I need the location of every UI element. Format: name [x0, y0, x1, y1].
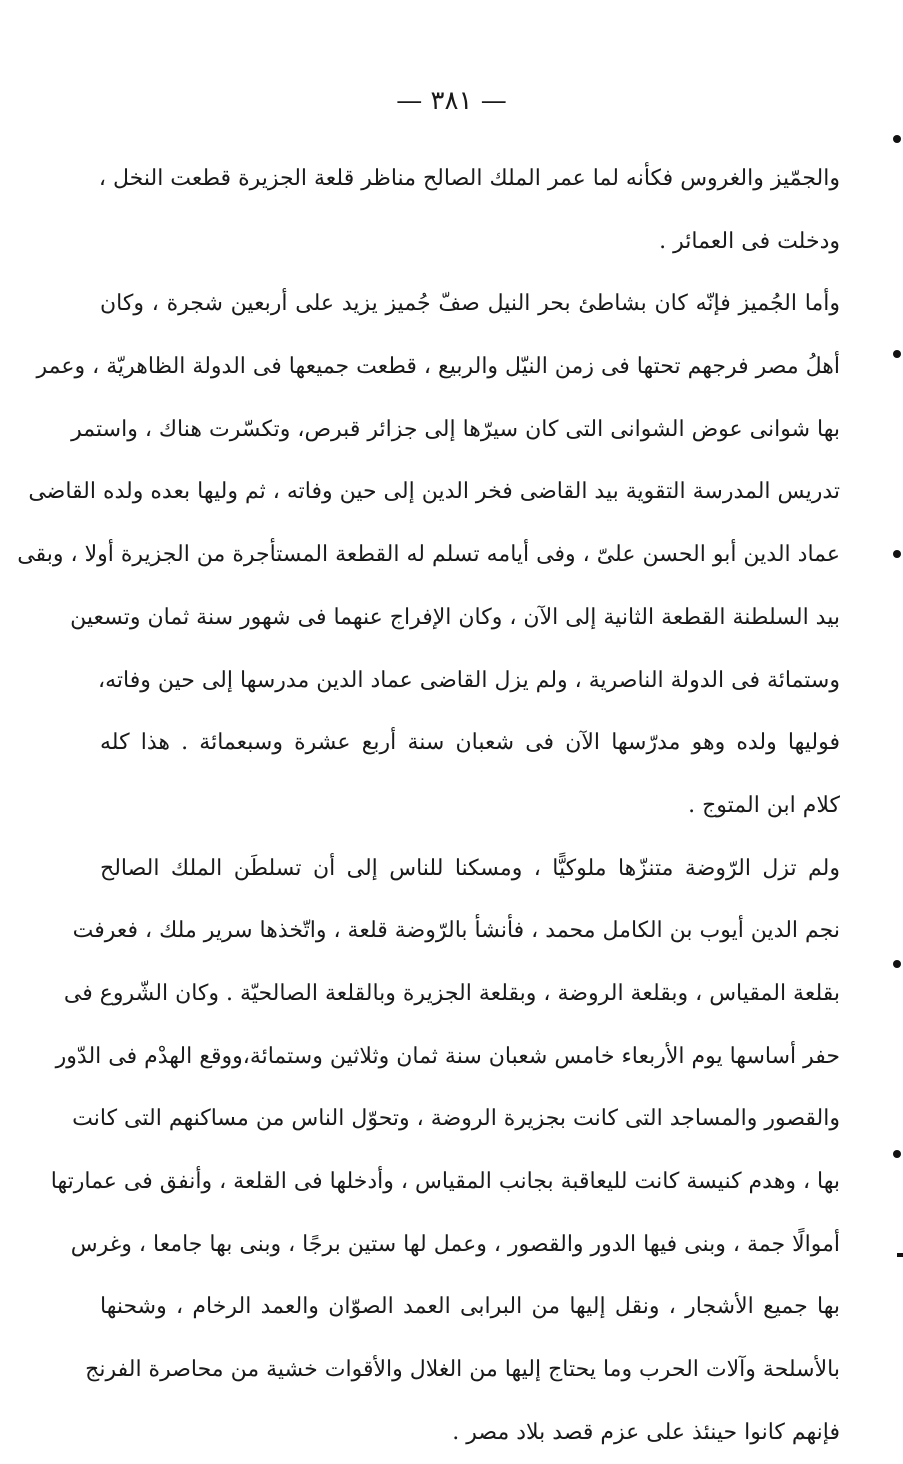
text-line: كلام ابن المتوج . [688, 792, 840, 818]
text-line: فإنهم كانوا حينئذ على عزم قصد بلاد مصر . [452, 1419, 840, 1445]
text-line: وأما الجُميز فإنّه كان بشاطئ بحر النيل صفّ جُميز يزيد على أربعين شجرة ، وكان [100, 291, 840, 317]
scan-dot-mark [893, 350, 901, 358]
text-body [17, 148, 840, 1464]
text-line: بها شوانى عوض الشوانى التى كان سيرّها إلى جزائر قبرص، وتكسّرت هناك ، واستمر [71, 416, 840, 442]
paragraph-2 [17, 273, 840, 837]
text-line: بها ، وهدم كنيسة كانت لليعاقبة بجانب المقياس ، وأدخلها فى القلعة ، وأنفق فى عمارتها [50, 1169, 840, 1194]
text-line: ولم تزل الرّوضة متنزّها ملوكيًّا ، ومسكنا للناس إلى أن تسلطَن الملك الصالح [100, 855, 840, 881]
text-line: بها جميع الأشجار ، ونقل إليها من البرابى العمد الصوّان والعمد الرخام ، وشحنها [100, 1294, 840, 1320]
paragraph-1 [100, 148, 840, 273]
text-line: بيد السلطنة القطعة الثانية إلى الآن ، وكان الإفراج عنهما فى شهور سنة ثمان وتسعين [70, 604, 840, 630]
text-line: عماد الدين أبو الحسن علىّ ، وفى أيامه تسلم له القطعة المستأجرة من الجزيرة أولا ، وبقى [17, 542, 840, 568]
scan-dot-mark [893, 960, 901, 968]
text-line: فوليها ولده وهو مدرّسها الآن فى شعبان سنة أربع عشرة وسبعمائة . هذا كله [100, 730, 840, 756]
text-line: وستمائة فى الدولة الناصرية ، ولم يزل القاضى عماد الدين مدرسها إلى حين وفاته، [98, 667, 840, 693]
page-number: — ٣٨١ — [396, 86, 507, 116]
text-line: نجم الدين أيوب بن الكامل محمد ، فأنشأ بالرّوضة قلعة ، واتّخذها سرير ملك ، فعرفت [72, 918, 840, 944]
text-line: أموالًا جمة ، وبنى فيها الدور والقصور ، وعمل لها ستين برجًا ، وبنى بها جامعا ، وغرس [70, 1231, 840, 1257]
scan-dot-mark [893, 1150, 901, 1158]
text-line: تدريس المدرسة التقوية بيد القاضى فخر الدين إلى حين وفاته ، ثم وليها بعده ولده القاضى [28, 479, 840, 505]
text-line: أهلُ مصر فرجهم تحتها فى زمن النيّل والربيع ، قطعت جميعها فى الدولة الظاهريّة ، وعمر [36, 354, 840, 380]
scan-dot-mark [893, 135, 901, 143]
text-line: والجمّيز والغروس فكأنه لما عمر الملك الصالح مناظر قلعة الجزيرة قطعت النخل ، [98, 166, 840, 191]
text-line: حفر أساسها يوم الأربعاء خامس شعبان سنة ثمان وثلاثين وستمائة،ووقع الهدْم فى الدّور [55, 1043, 840, 1069]
text-line: بالأسلحة وآلات الحرب وما يحتاج إليها من الغلال والأقوات خشية من محاصرة الفرنج [85, 1357, 840, 1383]
scan-edge-mark [897, 1253, 903, 1257]
paragraph-3 [50, 838, 840, 1464]
text-line: والقصور والمساجد التى كانت بجزيرة الروضة ، وتحوّل الناس من مساكنهم التى كانت [72, 1106, 840, 1132]
text-line: بقلعة المقياس ، وبقلعة الروضة ، وبقلعة الجزيرة وبالقلعة الصالحيّة . وكان الشّروع فى [63, 980, 840, 1006]
scan-dot-mark [893, 550, 901, 558]
text-line: ودخلت فى العمائر . [659, 228, 840, 254]
